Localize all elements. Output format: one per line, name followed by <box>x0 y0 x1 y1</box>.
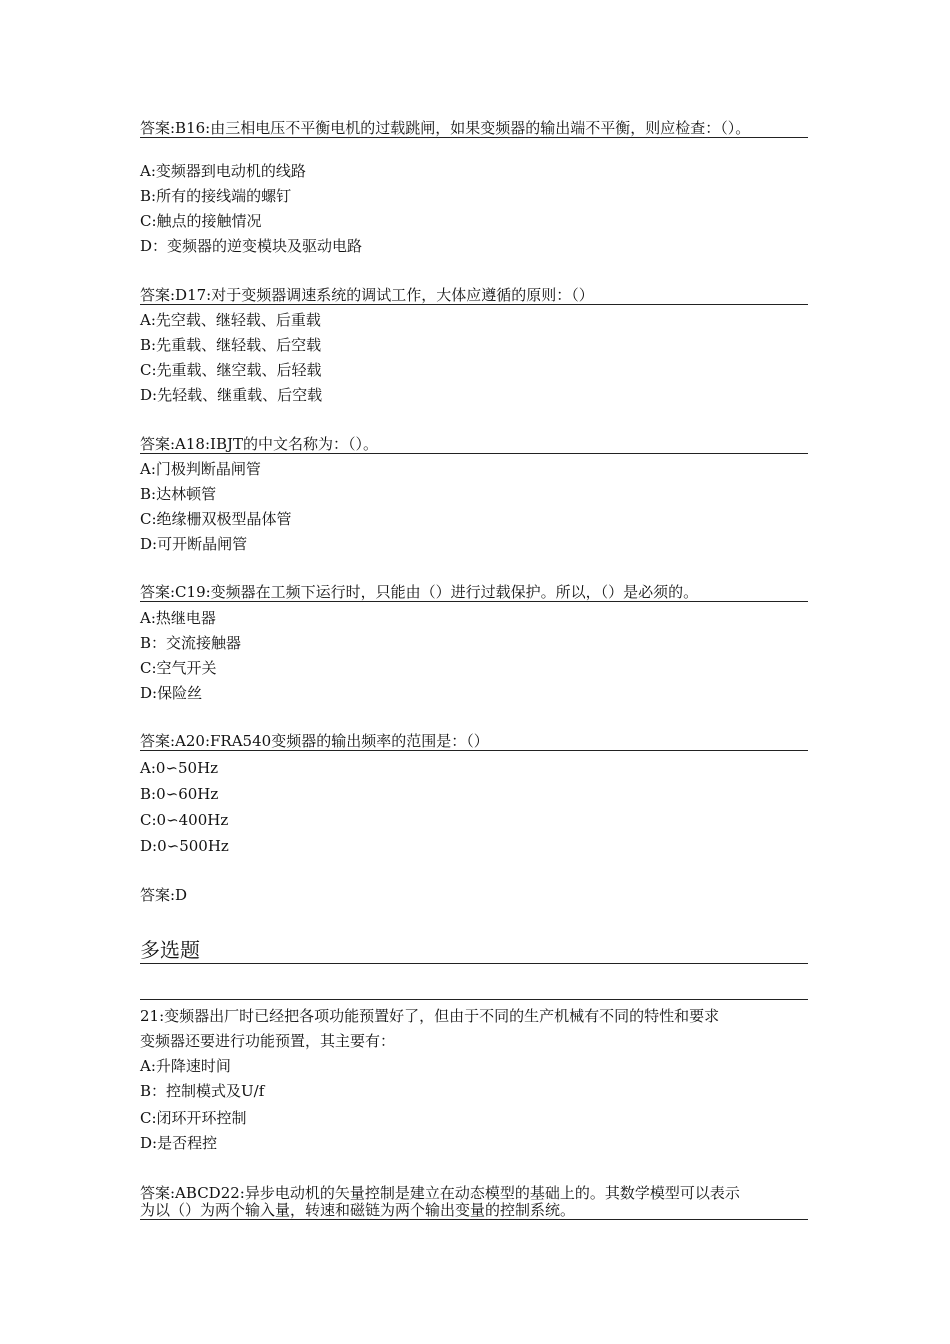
q16-option-a: A:变频器到电动机的线路 <box>140 162 306 180</box>
q21-option-a: A:升降速时间 <box>140 1057 231 1075</box>
question-18: 答案:A18:IBJT的中文名称为：（）。 <box>140 435 808 454</box>
question-17: 答案:D17:对于变频器调速系统的调试工作，大体应遵循的原则：（） <box>140 286 808 305</box>
q18-option-b: B:达林顿管 <box>140 485 217 503</box>
q20-option-c: C:0∽400Hz <box>140 811 229 829</box>
q19-option-c: C:空气开关 <box>140 659 217 677</box>
q19-option-d: D:保险丝 <box>140 684 203 702</box>
q16-option-d: D：变频器的逆变模块及驱动电路 <box>140 237 363 255</box>
q18-option-d: D:可开断晶闸管 <box>140 535 248 553</box>
q16-option-c: C:触点的接触情况 <box>140 212 262 230</box>
q17-option-b: B:先重载、继轻载、后空载 <box>140 336 322 354</box>
question-21-line2: 变频器还要进行功能预置，其主要有： <box>140 1032 396 1050</box>
question-22-line2: 为以（）为两个输入量，转速和磁链为两个输出变量的控制系统。 <box>140 1201 808 1220</box>
q19-option-b: B：交流接触器 <box>140 634 242 652</box>
q21-option-c: C:闭环开环控制 <box>140 1109 247 1127</box>
q20-option-d: D:0∽500Hz <box>140 837 229 855</box>
question-22-line1: 答案:ABCD22:异步电动机的矢量控制是建立在动态模型的基础上的。其数学模型可以表示 <box>140 1184 740 1202</box>
q20-option-b: B:0∽60Hz <box>140 785 219 803</box>
q20-option-a: A:0∽50Hz <box>140 759 219 777</box>
q17-option-a: A:先空载、继轻载、后重载 <box>140 311 321 329</box>
question-16: 答案:B16:由三相电压不平衡电机的过载跳闸，如果变频器的输出端不平衡，则应检查：（）。 <box>140 119 808 138</box>
section-title: 多选题 <box>140 937 808 964</box>
q18-option-c: C:绝缘栅双极型晶体管 <box>140 510 292 528</box>
section-divider <box>140 999 808 1000</box>
q17-option-d: D:先轻载、继重载、后空载 <box>140 386 323 404</box>
question-21-line1: 21:变频器出厂时已经把各项功能预置好了，但由于不同的生产机械有不同的特性和要求 <box>140 1007 720 1025</box>
question-19: 答案:C19:变频器在工频下运行时，只能由（）进行过载保护。所以，（）是必须的。 <box>140 583 808 602</box>
q19-option-a: A:热继电器 <box>140 609 216 627</box>
q18-option-a: A:门极判断晶闸管 <box>140 460 261 478</box>
q21-option-b: B：控制模式及U/f <box>140 1082 265 1100</box>
answer-20: 答案:D <box>140 886 188 904</box>
q17-option-c: C:先重载、继空载、后轻载 <box>140 361 322 379</box>
q21-option-d: D:是否程控 <box>140 1134 218 1152</box>
question-20: 答案:A20:FRA540变频器的输出频率的范围是：（） <box>140 732 808 751</box>
q16-option-b: B:所有的接线端的螺钉 <box>140 187 292 205</box>
